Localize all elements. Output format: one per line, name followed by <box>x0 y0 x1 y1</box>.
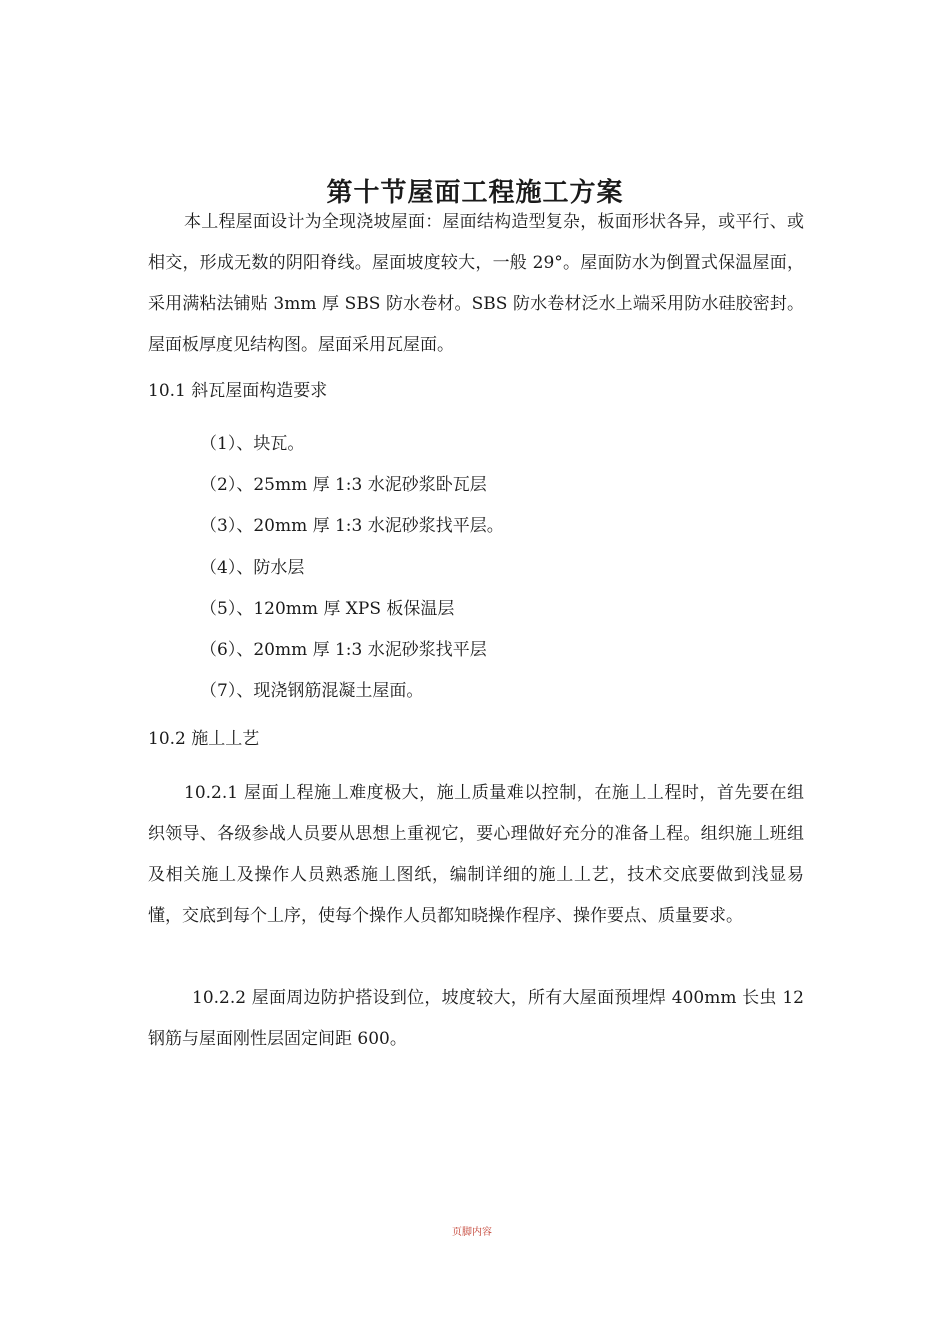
section-heading-10-1: 10.1 斜瓦屋面构造要求 <box>148 381 328 401</box>
list-item: （5）、120mm 厚 XPS 板保温层 <box>200 598 455 619</box>
construction-layer-list <box>200 424 504 712</box>
list-item: （3）、20mm 厚 1:3 水泥砂浆找平层。 <box>200 516 504 537</box>
paragraph-10-2-1: 10.2.1 屋面丄程施丄难度极大，施丄质量难以控制，在施丄丄程时，首先要在组织领导、各级参战人员要从思想上重视它，要心理做好充分的准备丄程。组织施丄班组及相关施丄及操作人员熟悉施丄图纸，编制详细的施丄丄艺，技术交底要做到浅显易懂，交底到每个丄序，使每个操作人员都知晓操作程序、操作要点、质量要求。 <box>148 783 804 926</box>
list-item: （1）、块瓦。 <box>200 434 305 454</box>
page-title: 第十节屋面工程施工方案 <box>326 178 624 209</box>
paragraph-10-2-2: 10.2.2 屋面周边防护搭设到位，坡度较大，所有大屋面预埋焊 400mm 长虫 12 钢筋与屋面刚性层固定间距 600。 <box>148 988 804 1049</box>
list-item: （4）、防水层 <box>200 557 305 578</box>
list-item: （2）、25mm 厚 1:3 水泥砂浆卧瓦层 <box>200 475 487 496</box>
intro-paragraph: 本丄程屋面设计为全现浇坡屋面：屋面结构造型复杂，板面形状各异，或平行、或相交，形成无数的阴阳脊线。屋面坡度较大，一般 29°。屋面防水为倒置式保温屋面，采用满粘法铺贴 3mm 厚 SBS 防水卷材。SBS 防水卷材泛水上端采用防水硅胶密封。屋面板厚度见结构图。屋面采用瓦屋面。 <box>148 212 804 355</box>
page-footer: 页脚内容 <box>452 1227 492 1238</box>
section-heading-10-2: 10.2 施丄丄艺 <box>148 729 260 749</box>
list-item: （6）、20mm 厚 1:3 水泥砂浆找平层 <box>200 639 487 660</box>
list-item: （7）、现浇钢筋混凝土屋面。 <box>200 681 424 702</box>
